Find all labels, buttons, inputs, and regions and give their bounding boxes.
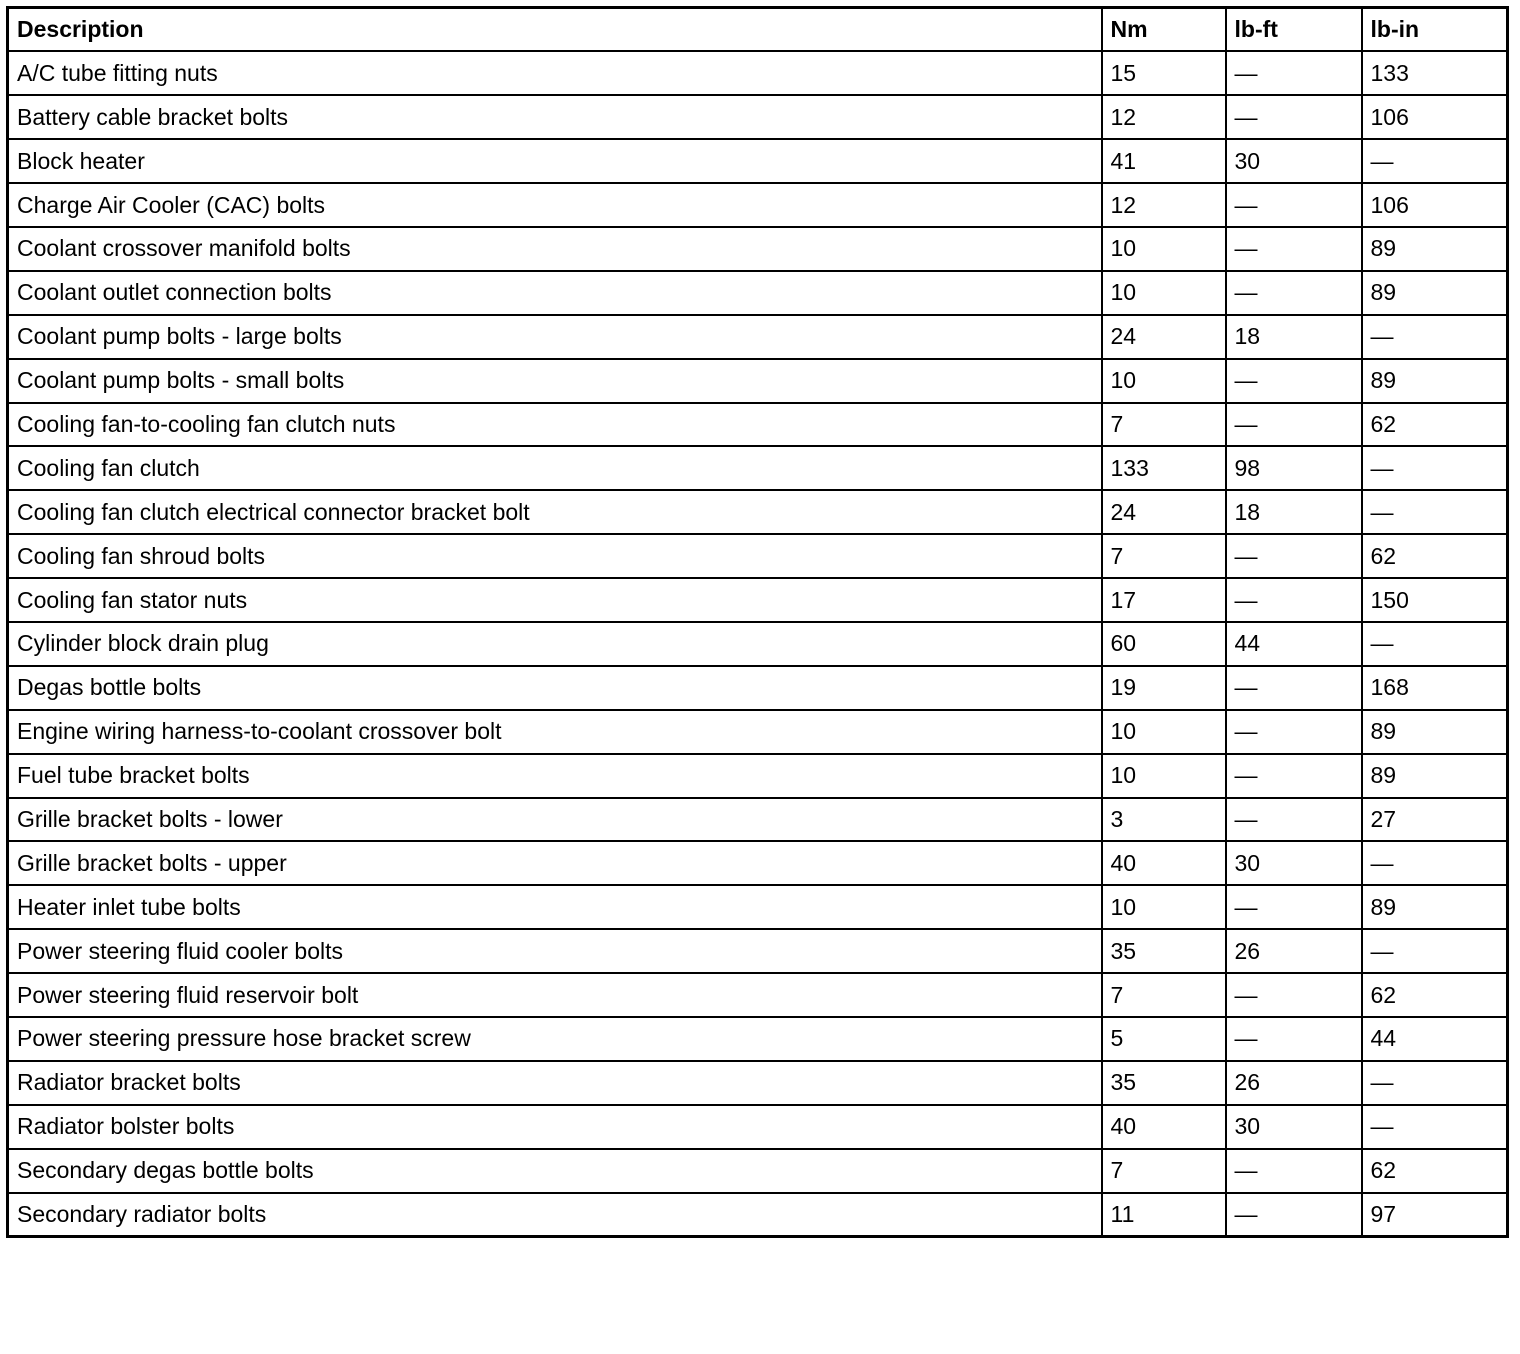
cell-lb-ft: 26 <box>1226 1061 1362 1105</box>
cell-lb-in: 106 <box>1362 95 1508 139</box>
table-row <box>8 446 1508 490</box>
cell-lb-ft: — <box>1226 1149 1362 1193</box>
header-lb-in: lb-in <box>1362 8 1508 52</box>
cell-nm: 133 <box>1102 446 1226 490</box>
table-row <box>8 1017 1508 1061</box>
cell-description: Power steering pressure hose bracket screw <box>8 1017 1102 1061</box>
cell-description: Power steering fluid reservoir bolt <box>8 973 1102 1017</box>
table-row <box>8 885 1508 929</box>
table-row <box>8 183 1508 227</box>
cell-nm: 40 <box>1102 1105 1226 1149</box>
cell-lb-in: 62 <box>1362 534 1508 578</box>
cell-lb-in: — <box>1362 622 1508 666</box>
cell-nm: 10 <box>1102 710 1226 754</box>
cell-description: Cooling fan clutch <box>8 446 1102 490</box>
cell-nm: 7 <box>1102 1149 1226 1193</box>
cell-nm: 35 <box>1102 1061 1226 1105</box>
cell-lb-in: 62 <box>1362 1149 1508 1193</box>
cell-nm: 35 <box>1102 929 1226 973</box>
cell-lb-in: — <box>1362 1061 1508 1105</box>
cell-nm: 24 <box>1102 490 1226 534</box>
cell-nm: 19 <box>1102 666 1226 710</box>
table-row <box>8 271 1508 315</box>
cell-description: Degas bottle bolts <box>8 666 1102 710</box>
cell-lb-in: 27 <box>1362 798 1508 842</box>
cell-description: Secondary radiator bolts <box>8 1193 1102 1237</box>
cell-lb-in: 89 <box>1362 227 1508 271</box>
cell-description: Engine wiring harness-to-coolant crossover bolt <box>8 710 1102 754</box>
cell-lb-ft: — <box>1226 798 1362 842</box>
cell-nm: 41 <box>1102 139 1226 183</box>
cell-lb-ft: 30 <box>1226 841 1362 885</box>
cell-lb-in: — <box>1362 1105 1508 1149</box>
table-row <box>8 315 1508 359</box>
cell-lb-ft: — <box>1226 666 1362 710</box>
cell-nm: 10 <box>1102 271 1226 315</box>
table-row <box>8 139 1508 183</box>
cell-description: Secondary degas bottle bolts <box>8 1149 1102 1193</box>
cell-nm: 10 <box>1102 754 1226 798</box>
cell-lb-in: — <box>1362 139 1508 183</box>
cell-description: Charge Air Cooler (CAC) bolts <box>8 183 1102 227</box>
header-lb-ft: lb-ft <box>1226 8 1362 52</box>
table-row <box>8 1193 1508 1237</box>
cell-nm: 10 <box>1102 359 1226 403</box>
cell-lb-in: 89 <box>1362 271 1508 315</box>
cell-lb-ft: — <box>1226 973 1362 1017</box>
header-row <box>8 8 1508 52</box>
cell-nm: 15 <box>1102 51 1226 95</box>
table-body <box>8 51 1508 1236</box>
table-row <box>8 1061 1508 1105</box>
cell-description: Cooling fan-to-cooling fan clutch nuts <box>8 403 1102 447</box>
cell-lb-in: 97 <box>1362 1193 1508 1237</box>
table-row <box>8 1149 1508 1193</box>
cell-description: Fuel tube bracket bolts <box>8 754 1102 798</box>
cell-lb-in: 89 <box>1362 710 1508 754</box>
cell-lb-ft: — <box>1226 885 1362 929</box>
table-row <box>8 841 1508 885</box>
cell-description: Cooling fan clutch electrical connector bracket bolt <box>8 490 1102 534</box>
cell-description: Radiator bracket bolts <box>8 1061 1102 1105</box>
cell-description: Cooling fan shroud bolts <box>8 534 1102 578</box>
table-row <box>8 929 1508 973</box>
cell-lb-in: 89 <box>1362 754 1508 798</box>
cell-lb-ft: 18 <box>1226 315 1362 359</box>
cell-description: Coolant pump bolts - small bolts <box>8 359 1102 403</box>
cell-nm: 7 <box>1102 973 1226 1017</box>
cell-lb-in: — <box>1362 446 1508 490</box>
cell-nm: 17 <box>1102 578 1226 622</box>
table-row <box>8 227 1508 271</box>
table-row <box>8 798 1508 842</box>
cell-nm: 7 <box>1102 534 1226 578</box>
cell-nm: 10 <box>1102 227 1226 271</box>
cell-lb-in: 62 <box>1362 403 1508 447</box>
cell-description: Cooling fan stator nuts <box>8 578 1102 622</box>
cell-lb-in: 44 <box>1362 1017 1508 1061</box>
cell-description: Block heater <box>8 139 1102 183</box>
cell-lb-ft: — <box>1226 227 1362 271</box>
header-description: Description <box>8 8 1102 52</box>
cell-lb-in: — <box>1362 315 1508 359</box>
cell-lb-ft: 26 <box>1226 929 1362 973</box>
cell-nm: 7 <box>1102 403 1226 447</box>
cell-description: Coolant crossover manifold bolts <box>8 227 1102 271</box>
cell-lb-ft: 44 <box>1226 622 1362 666</box>
cell-lb-ft: — <box>1226 95 1362 139</box>
cell-lb-ft: — <box>1226 359 1362 403</box>
cell-nm: 40 <box>1102 841 1226 885</box>
cell-lb-ft: — <box>1226 578 1362 622</box>
table-row <box>8 578 1508 622</box>
cell-lb-in: 150 <box>1362 578 1508 622</box>
cell-nm: 5 <box>1102 1017 1226 1061</box>
table-row <box>8 51 1508 95</box>
table-row <box>8 710 1508 754</box>
cell-lb-ft: 30 <box>1226 139 1362 183</box>
cell-lb-ft: — <box>1226 51 1362 95</box>
table-row <box>8 95 1508 139</box>
cell-lb-in: 168 <box>1362 666 1508 710</box>
table-row <box>8 534 1508 578</box>
cell-lb-ft: 30 <box>1226 1105 1362 1149</box>
cell-lb-ft: 98 <box>1226 446 1362 490</box>
cell-lb-ft: — <box>1226 183 1362 227</box>
cell-lb-ft: — <box>1226 403 1362 447</box>
cell-lb-in: 89 <box>1362 359 1508 403</box>
table-row <box>8 973 1508 1017</box>
cell-nm: 12 <box>1102 183 1226 227</box>
cell-description: Grille bracket bolts - lower <box>8 798 1102 842</box>
cell-lb-ft: — <box>1226 271 1362 315</box>
cell-lb-in: — <box>1362 929 1508 973</box>
cell-lb-ft: — <box>1226 534 1362 578</box>
cell-lb-ft: — <box>1226 710 1362 754</box>
cell-description: Power steering fluid cooler bolts <box>8 929 1102 973</box>
table-row <box>8 1105 1508 1149</box>
cell-lb-in: — <box>1362 490 1508 534</box>
table-row <box>8 666 1508 710</box>
table-row <box>8 490 1508 534</box>
cell-nm: 24 <box>1102 315 1226 359</box>
table-row <box>8 359 1508 403</box>
cell-lb-in: 62 <box>1362 973 1508 1017</box>
cell-nm: 10 <box>1102 885 1226 929</box>
cell-description: Heater inlet tube bolts <box>8 885 1102 929</box>
cell-lb-in: 133 <box>1362 51 1508 95</box>
cell-lb-ft: — <box>1226 1193 1362 1237</box>
header-nm: Nm <box>1102 8 1226 52</box>
torque-specifications-table <box>6 6 1509 1238</box>
cell-nm: 60 <box>1102 622 1226 666</box>
cell-lb-ft: — <box>1226 1017 1362 1061</box>
cell-lb-in: — <box>1362 841 1508 885</box>
cell-nm: 11 <box>1102 1193 1226 1237</box>
cell-lb-in: 106 <box>1362 183 1508 227</box>
table-row <box>8 622 1508 666</box>
cell-lb-ft: — <box>1226 754 1362 798</box>
cell-lb-in: 89 <box>1362 885 1508 929</box>
cell-description: Battery cable bracket bolts <box>8 95 1102 139</box>
cell-nm: 3 <box>1102 798 1226 842</box>
cell-description: Coolant pump bolts - large bolts <box>8 315 1102 359</box>
cell-description: A/C tube fitting nuts <box>8 51 1102 95</box>
cell-lb-ft: 18 <box>1226 490 1362 534</box>
cell-description: Cylinder block drain plug <box>8 622 1102 666</box>
table-row <box>8 754 1508 798</box>
cell-description: Coolant outlet connection bolts <box>8 271 1102 315</box>
cell-description: Radiator bolster bolts <box>8 1105 1102 1149</box>
table-row <box>8 403 1508 447</box>
cell-description: Grille bracket bolts - upper <box>8 841 1102 885</box>
cell-nm: 12 <box>1102 95 1226 139</box>
